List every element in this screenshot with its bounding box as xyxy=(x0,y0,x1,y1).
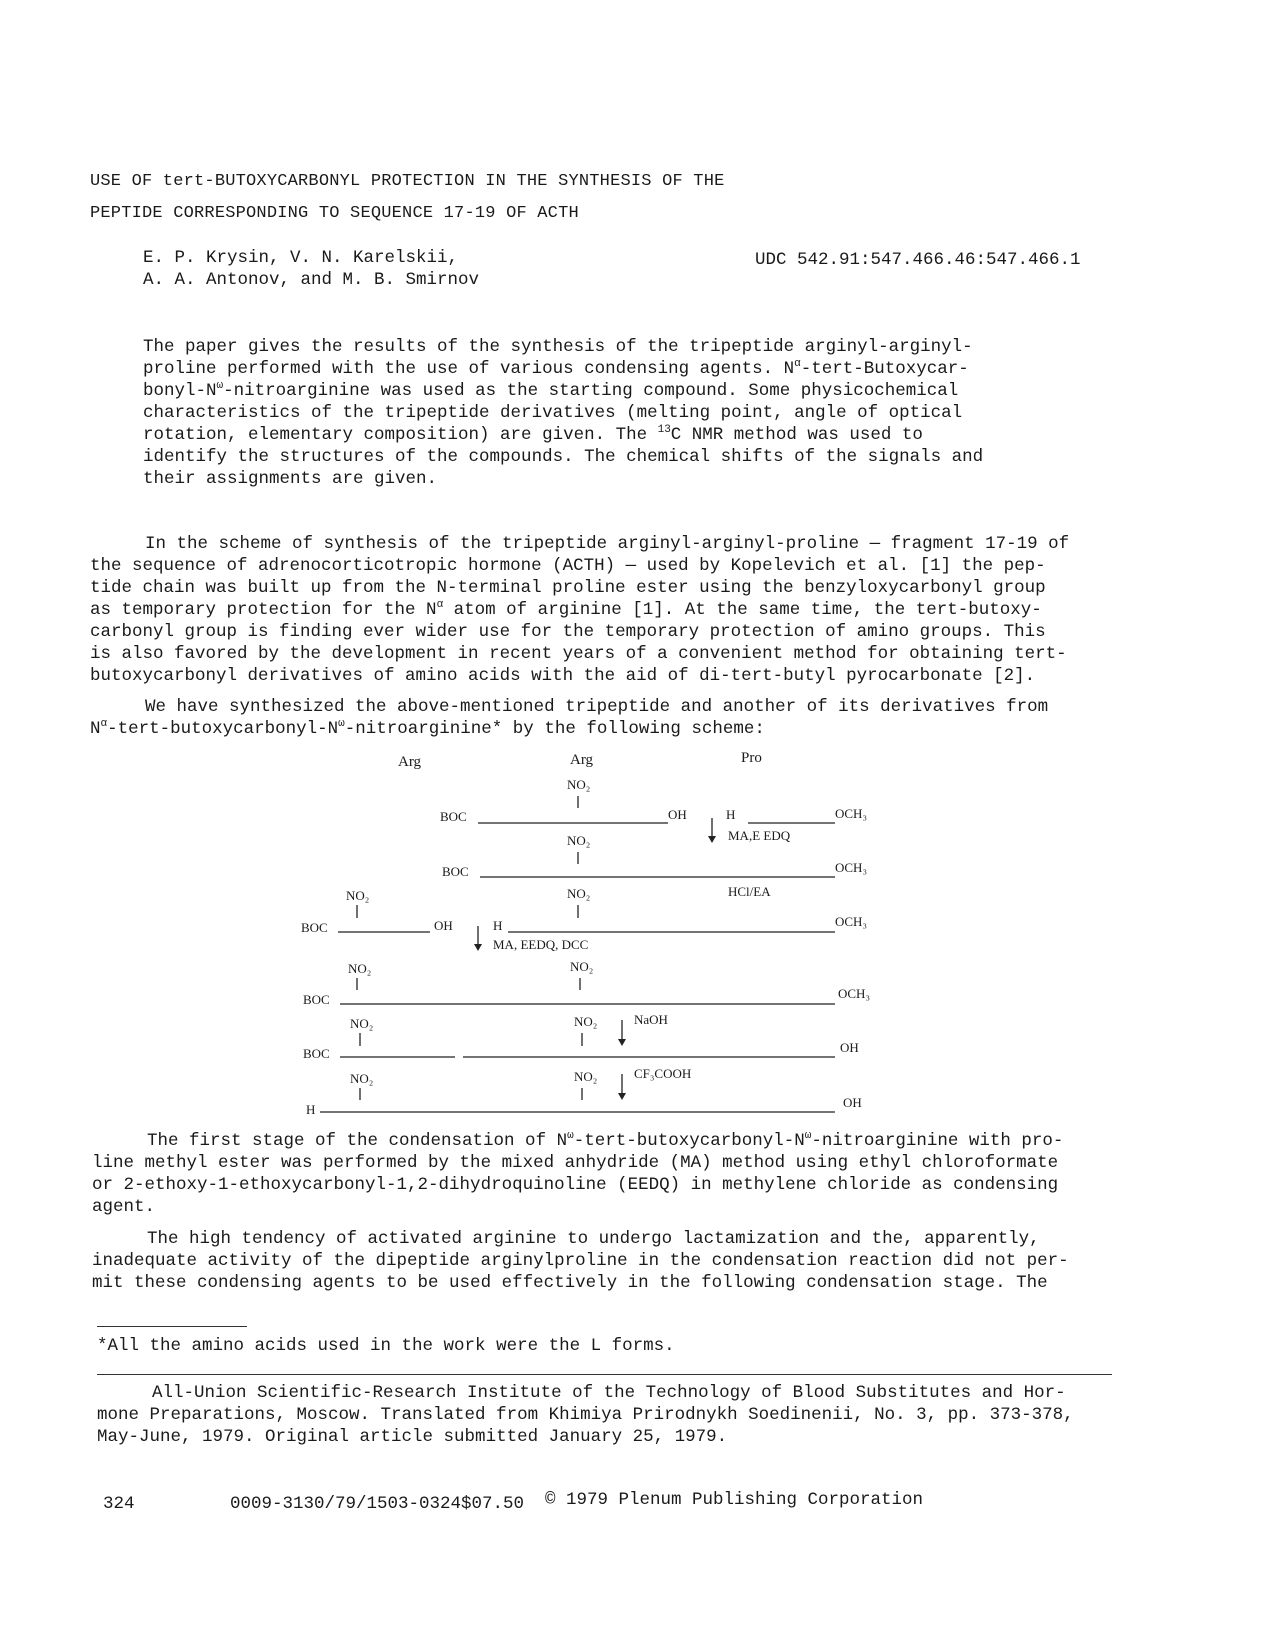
scheme-reagent-ma-eedq: MA,E EDQ xyxy=(728,828,791,843)
scheme-h: H xyxy=(726,807,736,822)
scheme-oh: OH xyxy=(840,1040,859,1055)
scheme-boc: BOC xyxy=(442,864,469,879)
abstract-line: proline performed with the use of various condensing agents. $N^\alpha-tert-Butoxycar-$ xyxy=(143,358,969,379)
abstract-line: The paper gives the results of the synthesis of the tripeptide arginyl-arginyl- xyxy=(143,337,973,357)
scheme-intro-line: $N^\alpha-tert-butoxycarbonyl-N^\omega-nitroarginine*$ by the following scheme: xyxy=(90,718,765,739)
scheme-boc: BOC xyxy=(303,992,330,1007)
stage1-line: or 2-ethoxy-1-ethoxycarbonyl-1,2-dihydroquinoline (EEDQ) in methylene chloride as condensing xyxy=(92,1175,1059,1195)
scheme-reagent-hcl-ea: HCl/EA xyxy=(728,884,771,899)
affiliation-rule xyxy=(97,1374,1112,1375)
scheme-no2: NO₂ xyxy=(567,886,591,901)
stage1-line: line methyl ester was performed by the mixed anhydride (MA) method using ethyl chloroformate xyxy=(92,1153,1059,1173)
scheme-och3: OCH₃ xyxy=(838,986,870,1001)
scheme-reagent-ma-eedq-dcc: MA, EEDQ, DCC xyxy=(493,937,589,952)
scheme-h: H xyxy=(306,1102,316,1117)
scheme-boc: BOC xyxy=(440,809,467,824)
intro-line: is also favored by the development in recent years of a convenient method for obtaining tert- xyxy=(90,644,1067,664)
stage2-line: inadequate activity of the dipeptide arginylproline in the condensation reaction did not per- xyxy=(92,1251,1069,1271)
scheme-oh: OH xyxy=(668,807,687,822)
abstract-line: characteristics of the tripeptide derivatives (melting point, angle of optical xyxy=(143,403,963,423)
affiliation-line: May-June, 1979. Original article submitted January 25, 1979. xyxy=(97,1427,728,1447)
scheme-label-pro: Pro xyxy=(741,750,762,766)
stage2-line: mit these condensing agents to be used effectively in the following condensation stage. The xyxy=(92,1273,1048,1293)
scheme-och3: OCH₃ xyxy=(835,806,867,821)
scheme-h: H xyxy=(493,918,503,933)
paper-title-line-2: PEPTIDE CORRESPONDING TO SEQUENCE 17-19 OF ACTH xyxy=(90,204,579,223)
scheme-oh: OH xyxy=(434,918,453,933)
scheme-no2: NO₂ xyxy=(346,888,370,903)
scheme-no2: NO₂ xyxy=(350,1071,374,1086)
scheme-no2: NO₂ xyxy=(567,777,591,792)
udc-code: UDC 542.91:547.466.46:547.466.1 xyxy=(755,250,1081,270)
intro-line: butoxycarbonyl derivatives of amino acids with the aid of di-tert-butyl pyrocarbonate [2]. xyxy=(90,666,1036,686)
scheme-no2: NO₂ xyxy=(350,1016,374,1031)
paper-title-line-1: USE OF tert-BUTOXYCARBONYL PROTECTION IN THE SYNTHESIS OF THE xyxy=(90,172,725,191)
scheme-boc: BOC xyxy=(303,1046,330,1061)
scheme-no2: NO₂ xyxy=(574,1014,598,1029)
scheme-no2: NO₂ xyxy=(574,1069,598,1084)
scheme-no2: NO₂ xyxy=(567,833,591,848)
scheme-och3: OCH₃ xyxy=(835,860,867,875)
abstract-line: their assignments are given. xyxy=(143,469,438,489)
abstract-line: bonyl-$N^\omega$-nitroarginine was used as the starting compound. Some physicochemical xyxy=(143,380,959,401)
footnote: *All the amino acids used in the work were the L forms. xyxy=(97,1336,675,1356)
copyright: © 1979 Plenum Publishing Corporation xyxy=(545,1490,924,1510)
stage1-paragraph xyxy=(92,1130,1063,1218)
intro-line: tide chain was built up from the N-terminal proline ester using the benzyloxycarbonyl group xyxy=(90,578,1046,598)
affiliation-line: mone Preparations, Moscow. Translated from Khimiya Prirodnykh Soedinenii, No. 3, pp. 373-378, xyxy=(97,1405,1074,1425)
footnote-rule xyxy=(97,1326,247,1327)
scheme-label-arg-1: Arg xyxy=(398,754,422,770)
intro-line: as temporary protection for the $N^\alpha$ atom of arginine [1]. At the same time, the tert-butoxy- xyxy=(90,599,1042,620)
abstract-line: identify the structures of the compounds. The chemical shifts of the signals and xyxy=(143,447,984,467)
authors-line-2: A. A. Antonov, and M. B. Smirnov xyxy=(143,270,480,290)
affiliation-line: All-Union Scientific-Research Institute of the Technology of Blood Substitutes and Hor- xyxy=(152,1383,1066,1403)
intro-line: In the scheme of synthesis of the tripeptide arginyl-arginyl-proline — fragment 17-19 of xyxy=(145,534,1070,554)
scheme-oh: OH xyxy=(843,1095,862,1110)
intro-line: carbonyl group is finding ever wider use for the temporary protection of amino groups. This xyxy=(90,622,1046,642)
stage1-line: agent. xyxy=(92,1197,156,1217)
scheme-och3: OCH₃ xyxy=(835,914,867,929)
page-number: 324 xyxy=(103,1494,135,1514)
scheme-boc: BOC xyxy=(301,920,328,935)
stage1-line: The first stage of the condensation of $N^\omega-tert-butoxycarbonyl-N^\omega$-nitroarginine with pro- xyxy=(147,1130,1064,1151)
scheme-no2: NO₂ xyxy=(570,959,594,974)
intro-line: the sequence of adrenocorticotropic hormone (ACTH) — used by Kopelevich et al. [1] the pep- xyxy=(90,556,1046,576)
abstract-line: rotation, elementary composition) are given. The $^{13}$C NMR method was used to xyxy=(143,424,923,445)
scheme-no2: NO₂ xyxy=(348,961,372,976)
affiliation xyxy=(97,1382,1074,1448)
scheme-reagent-naoh: NaOH xyxy=(634,1012,668,1027)
stage2-paragraph xyxy=(92,1228,1069,1294)
scheme-label-arg-2: Arg xyxy=(570,752,594,768)
scheme-intro-line: We have synthesized the above-mentioned tripeptide and another of its derivatives from xyxy=(145,697,1049,717)
scheme-reagent-cf3cooh: CF₃COOH xyxy=(634,1066,692,1081)
article-code: 0009-3130/79/1503-0324$07.50 xyxy=(230,1494,525,1514)
authors-line-1: E. P. Krysin, V. N. Karelskii, xyxy=(143,248,459,268)
stage2-line: The high tendency of activated arginine to undergo lactamization and the, apparently, xyxy=(147,1229,1040,1249)
